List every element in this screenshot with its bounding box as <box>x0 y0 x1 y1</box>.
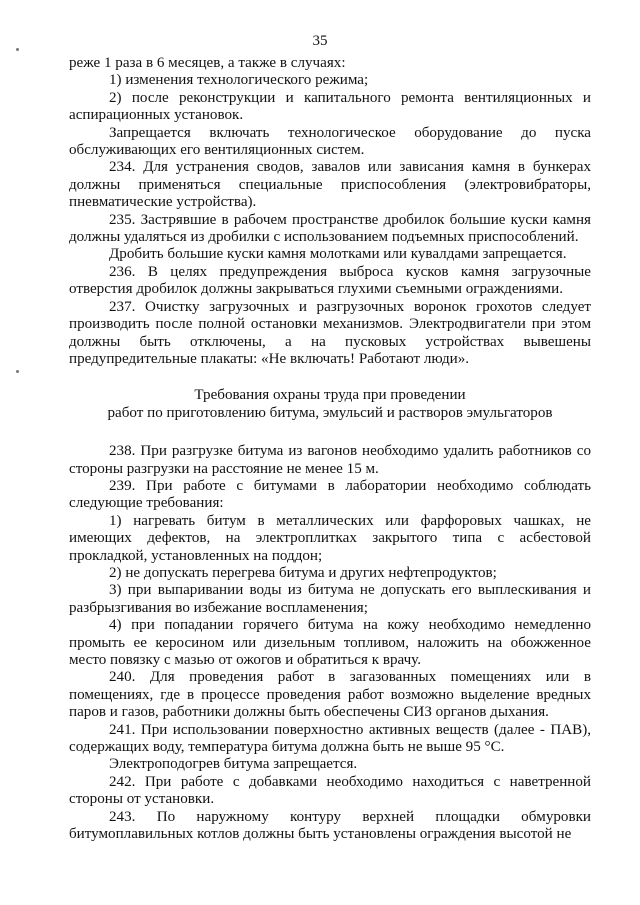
paragraph: 238. При разгрузке битума из вагонов необходимо удалить работников со стороны разгрузки на расстояние не менее 15 м. <box>69 443 591 477</box>
paragraph: 242. При работе с добавками необходимо находиться с наветренной стороны от установки. <box>69 773 591 808</box>
paragraph: 243. По наружному контуру верхней площадки обмуровки битумоплавильных котлов должны быть установлены ограждения высотой не <box>69 808 591 843</box>
paragraph: 236. В целях предупреждения выброса кусков камня загрузочные отверстия дробилок должны закрываться глухими съемными ограждениями. <box>69 263 591 298</box>
paragraph: 241. При использовании поверхностно активных веществ (далее - ПАВ), содержащих воду, температура битума должна быть не выше 95 °С. <box>69 721 591 756</box>
section-heading <box>69 387 591 422</box>
paragraph: 3) при выпаривании воды из битума не допускать его выплескивания и разбрызгивания во избежание воспламенения; <box>69 582 591 616</box>
paragraph: 1) нагревать битум в металлических или фарфоровых чашках, не имеющих дефектов, на электроплитках закрытого типа с асбестовой прокладкой, установленных на поддон; <box>69 512 591 564</box>
heading-line-1: Требования охраны труда при проведении <box>194 387 466 404</box>
paragraph: Дробить большие куски камня молотками или кувалдами запрещается. <box>109 246 567 263</box>
paragraph: 240. Для проведения работ в загазованных помещениях или в помещениях, где в процессе проведения работ возможно выделение вредных паров и газов, работники должны быть обеспечены СИЗ органов дыхания. <box>69 669 591 721</box>
paragraph: реже 1 раза в 6 месяцев, а также в случаях: <box>69 55 346 71</box>
document-body <box>69 55 591 843</box>
paragraph: 2) после реконструкции и капитального ремонта вентиляционных и аспирационных установок. <box>69 89 591 124</box>
paragraph: 234. Для устранения сводов, завалов или зависания камня в бункерах должны применяться специальные приспособления (электровибраторы, пневматические устройства). <box>69 159 591 211</box>
section-before-heading <box>69 55 591 368</box>
paragraph: 1) изменения технологического режима; <box>109 72 369 89</box>
paragraph: Электроподогрев битума запрещается. <box>109 756 358 773</box>
heading-line-2: работ по приготовлению битума, эмульсий и растворов эмульгаторов <box>107 404 553 421</box>
paragraph: Запрещается включать технологическое оборудование до пуска обслуживающих его вентиляционных систем. <box>69 124 591 159</box>
section-after-heading <box>69 443 591 843</box>
paragraph: 2) не допускать перегрева битума и других нефтепродуктов; <box>109 564 497 581</box>
scan-mark <box>16 370 19 373</box>
paragraph: 235. Застрявшие в рабочем пространстве дробилок большие куски камня должны удаляться из дробилки с использованием подъемных приспособлений. <box>69 211 591 246</box>
page-number: 35 <box>312 33 328 49</box>
paragraph: 4) при попадании горячего битума на кожу необходимо немедленно промыть ее керосином или дизельным топливом, наложить на обожженное место повязку с мазью от ожогов и обратиться к врачу. <box>69 617 591 668</box>
paragraph: 237. Очистку загрузочных и разгрузочных воронок грохотов следует производить после полной остановки механизмов. Электродвигатели при этом должны быть отключены, а на пусковых устройствах вывешены предупредительные плакаты: «Не включать! Работают люди». <box>69 298 591 367</box>
paragraph: 239. При работе с битумами в лаборатории необходимо соблюдать следующие требования: <box>69 477 591 512</box>
